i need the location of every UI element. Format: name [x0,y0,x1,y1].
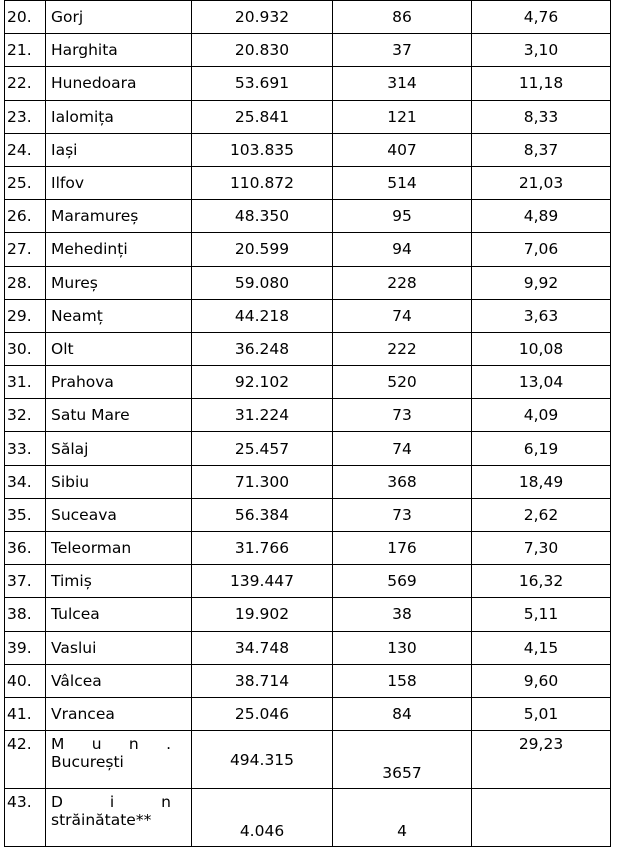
value-a: 31.224 [192,399,333,432]
value-a: 110.872 [192,166,333,199]
value-b: 121 [333,100,472,133]
row-number: 21. [5,34,46,67]
value-a: 103.835 [192,133,333,166]
value-b: 158 [333,664,472,697]
county-name [46,789,192,847]
value-c: 8,33 [472,100,611,133]
county-name: Iași [46,133,192,166]
letter: u [91,735,102,754]
value-b: 37 [333,34,472,67]
value-c: 13,04 [472,366,611,399]
table-row-bucuresti [5,731,611,789]
value-c: 9,92 [472,266,611,299]
value-b: 74 [333,432,472,465]
value-c: 16,32 [472,565,611,598]
row-number: 39. [5,631,46,664]
county-name: Mureș [46,266,192,299]
value-a: 59.080 [192,266,333,299]
row-number: 40. [5,664,46,697]
value-c: 7,06 [472,233,611,266]
value-c: 4,15 [472,631,611,664]
value-c: 6,19 [472,432,611,465]
row-number: 38. [5,598,46,631]
value-b: 569 [333,565,472,598]
value-b: 4 [333,789,472,847]
row-number: 26. [5,200,46,233]
value-b: 407 [333,133,472,166]
value-c: 4,76 [472,1,611,34]
county-name: Ilfov [46,166,192,199]
value-b: 95 [333,200,472,233]
row-number: 43. [5,789,46,847]
value-c: 18,49 [472,465,611,498]
row-number: 23. [5,100,46,133]
table-row [5,67,611,100]
table-body [5,1,611,847]
value-a: 71.300 [192,465,333,498]
value-c [472,789,611,847]
county-name: Hunedoara [46,67,192,100]
table-row [5,1,611,34]
value-a: 494.315 [192,731,333,789]
letter: M [51,735,65,754]
table-row [5,332,611,365]
county-name: Sălaj [46,432,192,465]
value-b: 222 [333,332,472,365]
row-number: 28. [5,266,46,299]
value-c: 10,08 [472,332,611,365]
county-name: Ialomița [46,100,192,133]
county-name: Tulcea [46,598,192,631]
value-b: 368 [333,465,472,498]
table-row [5,100,611,133]
table-row [5,631,611,664]
row-number: 37. [5,565,46,598]
value-a: 25.457 [192,432,333,465]
value-a: 38.714 [192,664,333,697]
row-number: 31. [5,366,46,399]
value-c: 29,23 [472,731,611,789]
value-a: 20.599 [192,233,333,266]
value-a: 20.932 [192,1,333,34]
county-name: Vâlcea [46,664,192,697]
county-name: Teleorman [46,532,192,565]
county-name: Mehedinți [46,233,192,266]
value-c: 7,30 [472,532,611,565]
table-row [5,166,611,199]
value-a: 31.766 [192,532,333,565]
value-a: 139.447 [192,565,333,598]
table-row [5,465,611,498]
value-b: 94 [333,233,472,266]
county-name: Olt [46,332,192,365]
row-number: 33. [5,432,46,465]
value-c: 2,62 [472,498,611,531]
table-row [5,697,611,730]
value-a: 19.902 [192,598,333,631]
county-name: Sibiu [46,465,192,498]
table-row [5,498,611,531]
value-b: 73 [333,399,472,432]
row-number: 20. [5,1,46,34]
value-c: 3,63 [472,299,611,332]
county-data-table [4,0,611,847]
table-row [5,266,611,299]
county-name: Suceava [46,498,192,531]
county-name: Harghita [46,34,192,67]
row-number: 34. [5,465,46,498]
county-name-main: București [51,753,124,772]
value-a: 20.830 [192,34,333,67]
value-c: 9,60 [472,664,611,697]
value-a: 36.248 [192,332,333,365]
table-row [5,565,611,598]
letter: D [51,793,63,812]
value-b: 84 [333,697,472,730]
row-number: 42. [5,731,46,789]
value-a: 53.691 [192,67,333,100]
value-b: 514 [333,166,472,199]
county-name: Vrancea [46,697,192,730]
row-number: 25. [5,166,46,199]
county-name: Satu Mare [46,399,192,432]
table-row [5,233,611,266]
table-row [5,432,611,465]
letter: . [166,735,171,754]
value-c: 5,01 [472,697,611,730]
value-c: 21,03 [472,166,611,199]
table-row [5,34,611,67]
letter: n [128,735,139,754]
table-row [5,366,611,399]
county-name-main: străinătate** [51,811,152,830]
value-b: 314 [333,67,472,100]
county-name-prefix [51,735,171,753]
table-row [5,133,611,166]
row-number: 24. [5,133,46,166]
value-c: 4,89 [472,200,611,233]
table-row [5,598,611,631]
letter: i [109,793,115,812]
value-b: 38 [333,598,472,631]
row-number: 32. [5,399,46,432]
row-number: 36. [5,532,46,565]
county-name-prefix [51,793,171,811]
value-c: 8,37 [472,133,611,166]
county-name: Maramureș [46,200,192,233]
row-number: 29. [5,299,46,332]
county-name: Prahova [46,366,192,399]
table-row-strainatate [5,789,611,847]
value-a: 25.841 [192,100,333,133]
value-b: 130 [333,631,472,664]
row-number: 27. [5,233,46,266]
row-number: 41. [5,697,46,730]
table-row [5,299,611,332]
county-name: Timiș [46,565,192,598]
value-b: 74 [333,299,472,332]
value-c: 3,10 [472,34,611,67]
value-a: 34.748 [192,631,333,664]
value-b: 228 [333,266,472,299]
letter: n [161,793,171,812]
row-number: 30. [5,332,46,365]
county-name: Vaslui [46,631,192,664]
row-number: 35. [5,498,46,531]
value-b: 73 [333,498,472,531]
value-a: 44.218 [192,299,333,332]
table-row [5,664,611,697]
value-b: 176 [333,532,472,565]
county-name: Gorj [46,1,192,34]
county-name [46,731,192,789]
value-b: 520 [333,366,472,399]
value-c: 5,11 [472,598,611,631]
value-a: 4.046 [192,789,333,847]
value-a: 92.102 [192,366,333,399]
table-row [5,532,611,565]
value-b: 86 [333,1,472,34]
value-c: 11,18 [472,67,611,100]
table-row [5,200,611,233]
value-a: 56.384 [192,498,333,531]
value-a: 48.350 [192,200,333,233]
value-b: 3657 [333,731,472,789]
row-number: 22. [5,67,46,100]
value-c: 4,09 [472,399,611,432]
table-row [5,399,611,432]
county-name: Neamț [46,299,192,332]
value-a: 25.046 [192,697,333,730]
